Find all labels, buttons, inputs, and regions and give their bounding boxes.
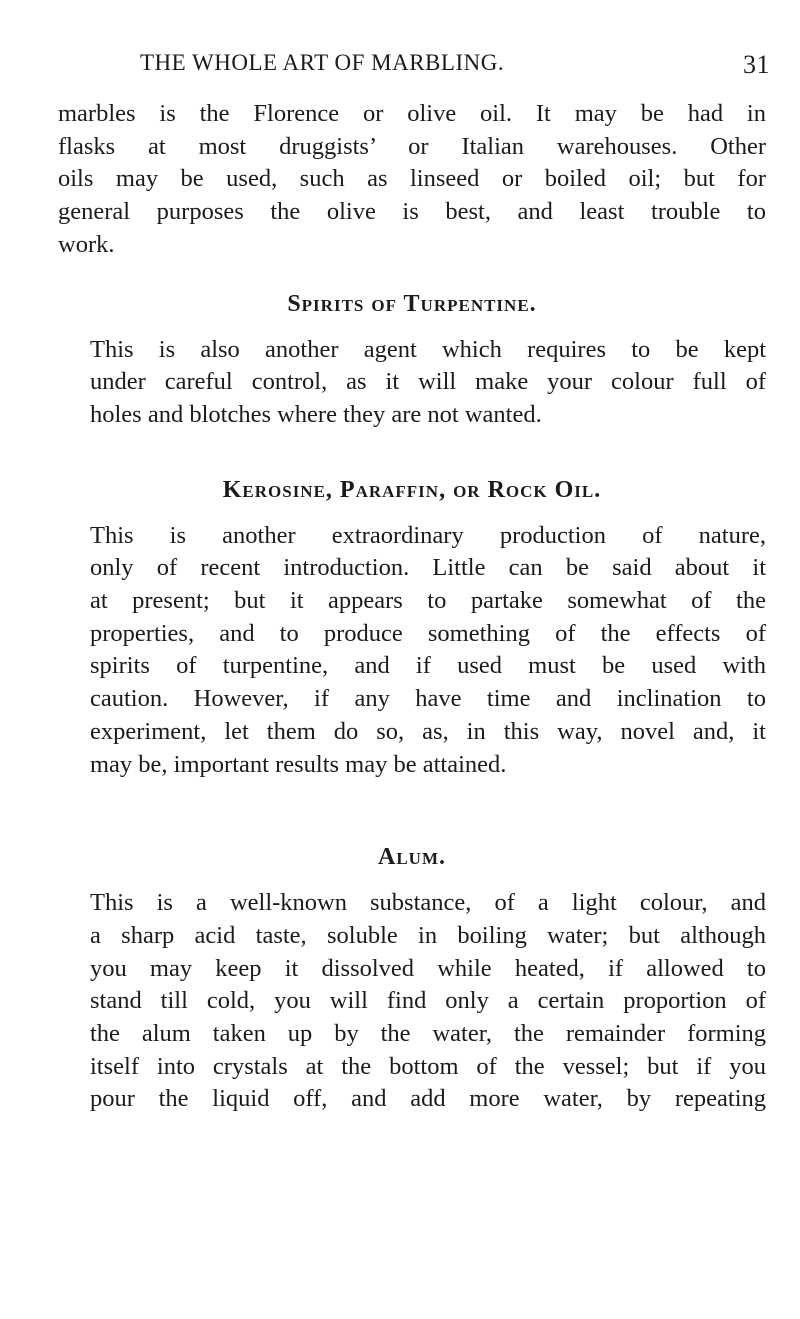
text-line: pour the liquid off, and add more water, by repeating: [90, 1085, 766, 1113]
text-line: marbles is the Florence or olive oil. It may be had in: [58, 100, 766, 127]
text-line: only of recent introduction. Little can be said about it: [90, 554, 766, 582]
text-line: spirits of turpentine, and if used must be used with: [90, 652, 766, 680]
text-line: stand till cold, you will find only a certain proportion of: [90, 987, 766, 1015]
text-line: a sharp acid taste, soluble in boiling water; but although: [90, 921, 766, 949]
text-line: the alum taken up by the water, the remainder forming: [90, 1020, 766, 1048]
text-line: holes and blotches where they are not wanted.: [90, 400, 542, 428]
section-heading-turpentine: Spirits of Turpentine.: [287, 290, 537, 317]
text-line: general purposes the olive is best, and least trouble to: [58, 198, 766, 226]
text-line: at present; but it appears to partake somewhat of the: [90, 587, 766, 615]
text-line: oils may be used, such as linseed or boiled oil; but for: [58, 165, 766, 193]
page-number: 31: [743, 50, 770, 79]
section-heading-alum: Alum.: [378, 844, 446, 871]
text-line: may be, important results may be attained.: [90, 750, 507, 778]
text-line: flasks at most druggists’ or Italian warehouses. Other: [58, 132, 766, 160]
paragraph-kerosine: [58, 520, 766, 782]
paragraph-olive-oil: [58, 98, 766, 262]
text-line: itself into crystals at the bottom of the vessel; but if you: [90, 1052, 766, 1080]
text-line: caution. However, if any have time and inclination to: [90, 685, 766, 713]
text-line: This is also another agent which requires to be kept: [90, 335, 766, 363]
text-line: under careful control, as it will make your colour full of: [90, 368, 766, 396]
text-line: experiment, let them do so, as, in this way, novel and, it: [90, 717, 766, 745]
text-line: This is a well-known substance, of a light colour, and: [90, 889, 766, 917]
paragraph-alum: [58, 887, 766, 1116]
running-head: [140, 50, 770, 84]
running-title: THE WHOLE ART OF MARBLING.: [140, 50, 505, 75]
text-line: This is another extraordinary production of nature,: [90, 521, 766, 549]
text-line: you may keep it dissolved while heated, if allowed to: [90, 954, 766, 982]
page-body: [58, 98, 766, 1116]
paragraph-turpentine: [58, 334, 766, 432]
text-line: properties, and to produce something of the effects of: [90, 619, 766, 647]
text-line: work.: [58, 230, 115, 258]
section-heading-kerosine: Kerosine, Paraffin, or Rock Oil.: [222, 476, 602, 503]
